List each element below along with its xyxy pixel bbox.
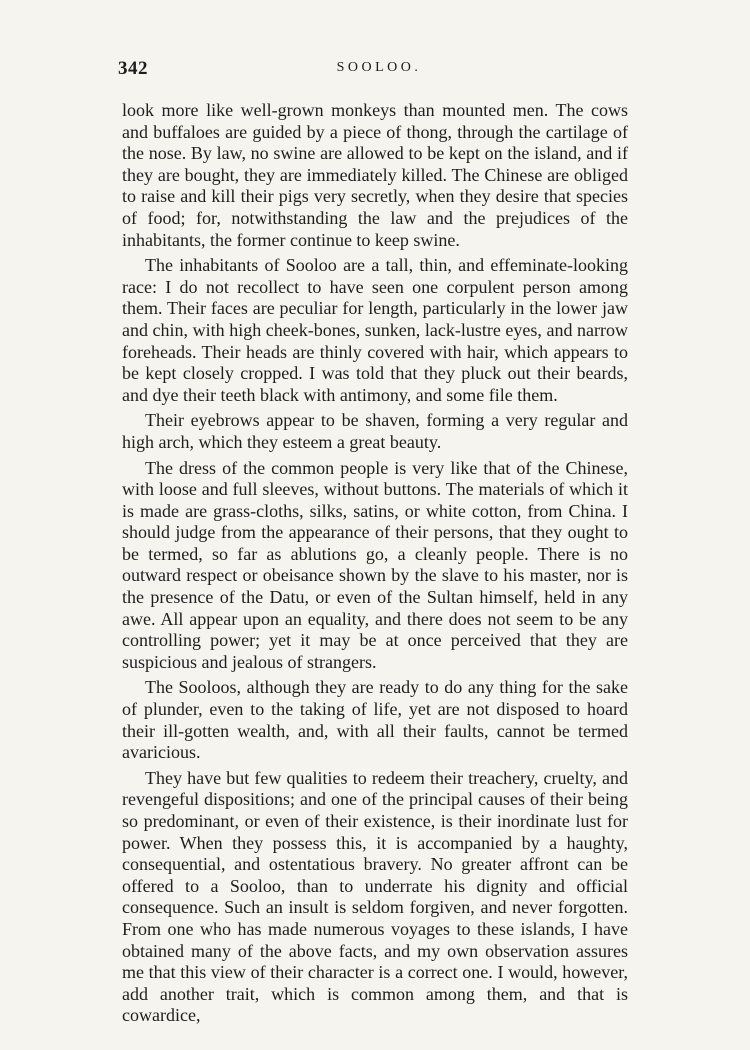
- paragraph-continued: look more like well-grown monkeys than mounted men. The cows and buffaloes are guided by a piece of thong, through the cartilage of the nose. By law, no swine are allowed to be kept on the island, and if they are bought, they are immediately killed. The Chinese are obliged to raise and kill their pigs very secretly, when they desire that species of food; for, notwithstanding the law and the prejudices of the inhabitants, the former continue to keep swine.: [122, 100, 628, 250]
- page-number: 342: [118, 58, 148, 79]
- body-text: [122, 100, 628, 1031]
- paragraph: Their eyebrows appear to be shaven, forming a very regular and high arch, which they esteem a great beauty.: [122, 410, 628, 452]
- paragraph: The inhabitants of Sooloo are a tall, thin, and effeminate-looking race: I do not recollect to have seen one corpulent person among them. Their faces are peculiar for length, particularly in the lower jaw and chin, with high cheek-bones, sunken, lack-lustre eyes, and narrow foreheads. Their heads are thinly covered with hair, which appears to be kept closely cropped. I was told that they pluck out their beards, and dye their teeth black with antimony, and some file them.: [122, 255, 628, 405]
- paragraph: The Sooloos, although they are ready to do any thing for the sake of plunder, even to the taking of life, yet are not disposed to hoard their ill-gotten wealth, and, with all their faults, cannot be termed avaricious.: [122, 677, 628, 763]
- paragraph: They have but few qualities to redeem their treachery, cruelty, and revengeful dispositions; and one of the principal causes of their being so predominant, or even of their existence, is their inordinate lust for power. When they possess this, it is accompanied by a haughty, consequential, and ostentatious bravery. No greater affront can be offered to a Sooloo, than to underrate his dignity and official consequence. Such an insult is seldom forgiven, and never forgotten. From one who has made numerous voyages to these islands, I have obtained many of the above facts, and my own observation assures me that this view of their character is a correct one. I would, however, add another trait, which is common among them, and that is cowardice,: [122, 767, 628, 1026]
- page-header: [118, 58, 640, 84]
- running-head: SOOLOO.: [336, 60, 422, 75]
- paragraph: The dress of the common people is very like that of the Chinese, with loose and full sleeves, without buttons. The materials of which it is made are grass-cloths, silks, satins, or white cotton, from China. I should judge from the appearance of their persons, that they ought to be termed, so far as ablutions go, a cleanly people. There is no outward respect or obeisance shown by the slave to his master, nor is the presence of the Datu, or even of the Sultan himself, held in any awe. All appear upon an equality, and there does not seem to be any controlling power; yet it may be at once perceived that they are suspicious and jealous of strangers.: [122, 457, 628, 672]
